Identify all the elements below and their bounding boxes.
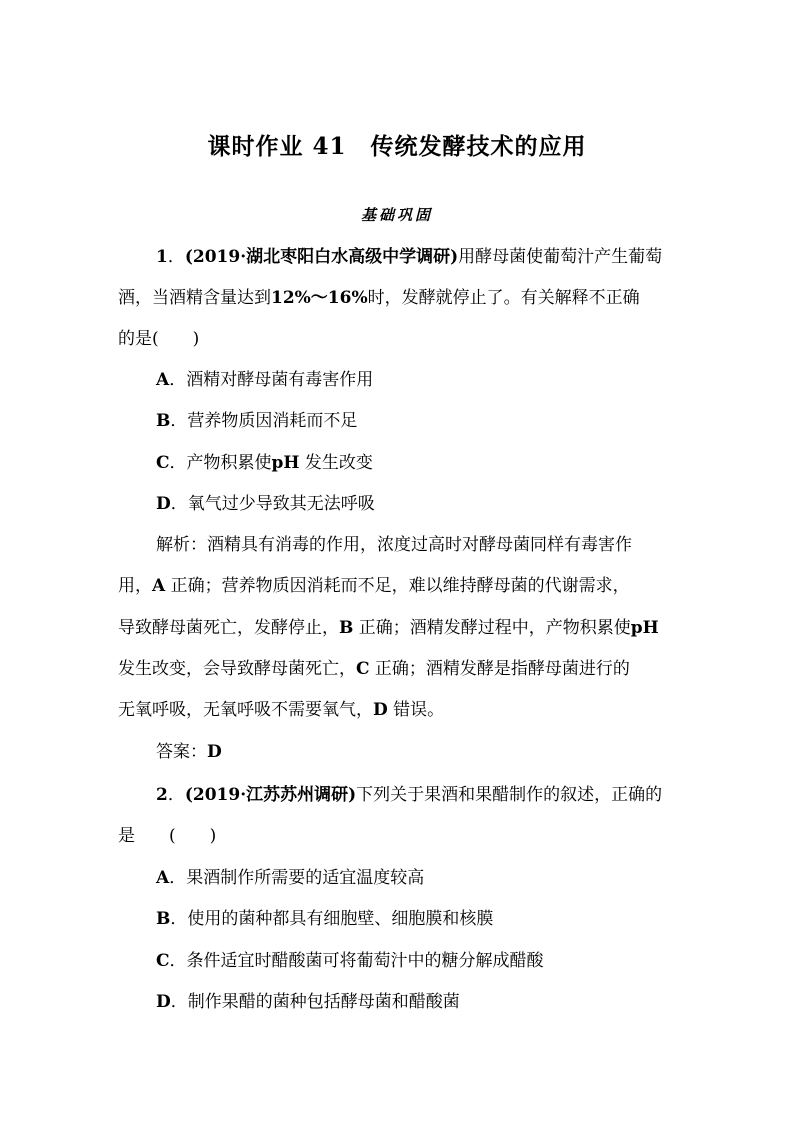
q2-source: (2019·江苏苏州调研) bbox=[184, 785, 357, 805]
q1-analysis-line-2: 用，A 正确；营养物质因消耗而不足，难以维持酵母菌的代谢需求， bbox=[118, 576, 630, 596]
q1-option-d: D．氧气过少导致其无法呼吸 bbox=[156, 494, 375, 514]
q1-option-a: A．酒精对酵母菌有毒害作用 bbox=[156, 370, 374, 390]
q1-number: 1 bbox=[156, 247, 168, 267]
q2-stem-line-2: 是 ( ) bbox=[118, 826, 217, 846]
q1-option-b: B．营养物质因消耗而不足 bbox=[156, 411, 358, 431]
page-title: 课时作业 41 传统发酵技术的应用 bbox=[207, 133, 587, 160]
q1-option-c: C．产物积累使pH 发生改变 bbox=[156, 453, 373, 473]
q2-option-c: C．条件适宜时醋酸菌可将葡萄汁中的糖分解成醋酸 bbox=[156, 951, 544, 971]
q1-analysis-line-4: 发生改变，会导致酵母菌死亡，C 正确；酒精发酵是指酵母菌进行的 bbox=[118, 659, 630, 679]
q2-stem-line-1: 2．(2019·江苏苏州调研)下列关于果酒和果醋制作的叙述，正确的 bbox=[156, 785, 663, 805]
q2-option-d: D．制作果醋的菌种包括酵母菌和醋酸菌 bbox=[156, 992, 460, 1012]
q2-option-a: A．果酒制作所需要的适宜温度较高 bbox=[156, 868, 425, 888]
q2-option-b: B．使用的菌种都具有细胞壁、细胞膜和核膜 bbox=[156, 909, 494, 929]
answer-value: D bbox=[207, 742, 222, 762]
q1-source: (2019·湖北枣阳白水高级中学调研) bbox=[184, 247, 459, 267]
q1-analysis-line-3: 导致酵母菌死亡，发酵停止，B 正确；酒精发酵过程中，产物积累使pH bbox=[118, 618, 659, 638]
q1-analysis-line-5: 无氧呼吸，无氧呼吸不需要氧气，D 错误。 bbox=[118, 700, 445, 720]
q1-stem-line-2: 酒，当酒精含量达到12%～16%时，发酵就停止了。有关解释不正确 bbox=[118, 288, 640, 308]
q2-number: 2 bbox=[156, 785, 168, 805]
section-heading: 基础巩固 bbox=[360, 206, 433, 224]
q1-answer bbox=[156, 741, 684, 763]
q1-stem-line-3: 的是( ) bbox=[118, 329, 200, 349]
analysis-label: 解析 bbox=[156, 535, 190, 555]
answer-label: 答案： bbox=[156, 742, 207, 762]
q1-analysis-line-1: 解析：酒精具有消毒的作用，浓度过高时对酵母菌同样有毒害作 bbox=[156, 535, 632, 555]
q1-stem-line-1: 1．(2019·湖北枣阳白水高级中学调研)用酵母菌使葡萄汁产生葡萄 bbox=[156, 247, 663, 267]
